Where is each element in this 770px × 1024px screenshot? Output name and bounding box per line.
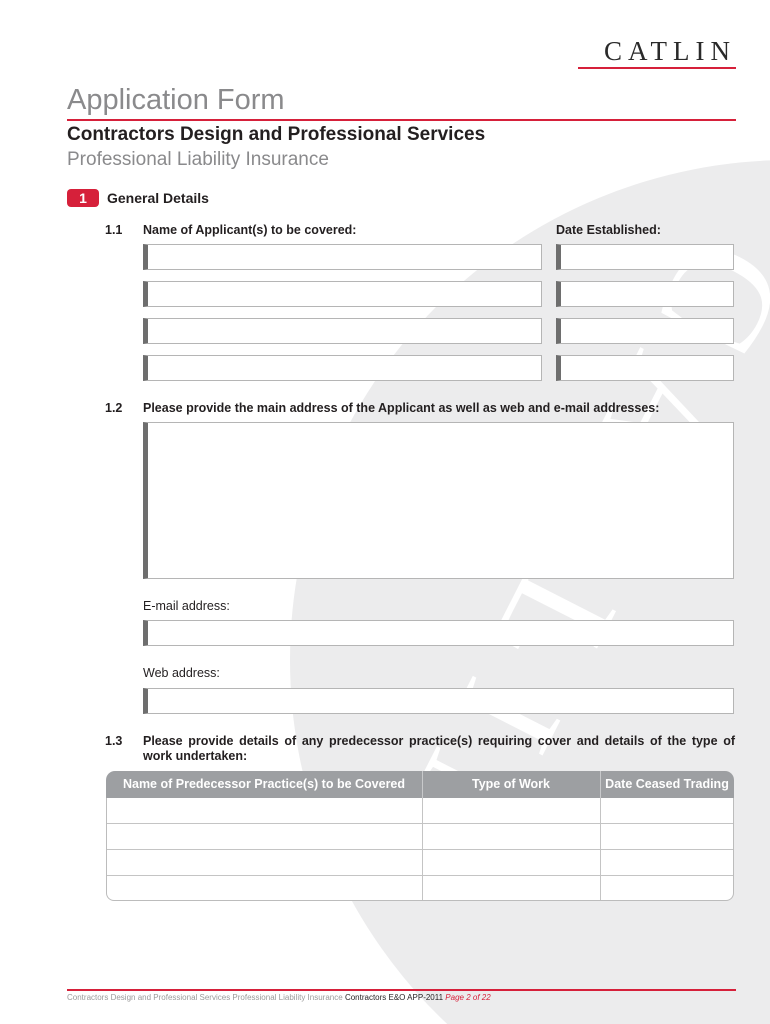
form-subtitle: Contractors Design and Professional Services	[67, 124, 486, 145]
page-title: Application Form	[67, 84, 285, 116]
email-label: E-mail address:	[143, 599, 230, 613]
title-divider	[67, 119, 736, 121]
table-cell-date-ceased-4[interactable]	[601, 876, 733, 900]
date-established-field-2[interactable]	[556, 281, 734, 307]
page-footer	[67, 993, 491, 1002]
question-number-1-3: 1.3	[105, 734, 123, 748]
table-cell-type-of-work-4[interactable]	[423, 876, 600, 900]
catlin-logo: CATLIN	[604, 36, 736, 66]
column-header-date-ceased: Date Ceased Trading	[605, 777, 729, 791]
table-header	[106, 771, 734, 798]
table-cell-practice-name-1[interactable]	[107, 798, 422, 823]
footer-page-number: Page 2 of 22	[445, 993, 491, 1002]
table-cell-practice-name-4[interactable]	[107, 876, 422, 900]
web-label: Web address:	[143, 666, 220, 680]
footer-form-code: Contractors E&O APP-2011	[344, 993, 444, 1002]
applicant-name-field-2[interactable]	[143, 281, 542, 307]
column-header-practice-name: Name of Predecessor Practice(s) to be Covered	[122, 777, 406, 791]
table-cell-practice-name-3[interactable]	[107, 850, 422, 875]
footer-text: Contractors Design and Professional Services Professional Liability Insurance	[67, 993, 343, 1002]
web-address-field[interactable]	[143, 688, 734, 714]
email-address-field[interactable]	[143, 620, 734, 646]
question-1-2-text: Please provide the main address of the Applicant as well as web and e-mail addresses:	[143, 401, 660, 415]
logo-underline	[578, 67, 736, 69]
question-1-3-text: Please provide details of any predecessor practice(s) requiring cover and details of the type of work undertaken:	[143, 734, 735, 763]
table-cell-date-ceased-1[interactable]	[601, 798, 733, 823]
footer-divider	[67, 989, 736, 991]
table-cell-type-of-work-1[interactable]	[423, 798, 600, 823]
table-cell-date-ceased-2[interactable]	[601, 824, 733, 849]
date-established-field-3[interactable]	[556, 318, 734, 344]
table-cell-type-of-work-3[interactable]	[423, 850, 600, 875]
table-body	[106, 798, 734, 901]
applicant-name-field-3[interactable]	[143, 318, 542, 344]
question-1-1-text: Name of Applicant(s) to be covered:	[143, 223, 357, 237]
question-number-1-2: 1.2	[105, 401, 123, 415]
main-address-field[interactable]	[143, 422, 734, 579]
date-established-label: Date Established:	[556, 223, 661, 237]
table-cell-type-of-work-2[interactable]	[423, 824, 600, 849]
column-header-type-of-work: Type of Work	[471, 777, 550, 791]
applicant-name-field-4[interactable]	[143, 355, 542, 381]
date-established-field-4[interactable]	[556, 355, 734, 381]
question-number-1-1: 1.1	[105, 223, 123, 237]
table-cell-practice-name-2[interactable]	[107, 824, 422, 849]
applicant-name-field-1[interactable]	[143, 244, 542, 270]
section-title: General Details	[107, 190, 209, 206]
date-established-field-1[interactable]	[556, 244, 734, 270]
section-number-badge: 1	[67, 189, 99, 207]
table-cell-date-ceased-3[interactable]	[601, 850, 733, 875]
form-subtitle-insurance: Professional Liability Insurance	[67, 149, 329, 170]
